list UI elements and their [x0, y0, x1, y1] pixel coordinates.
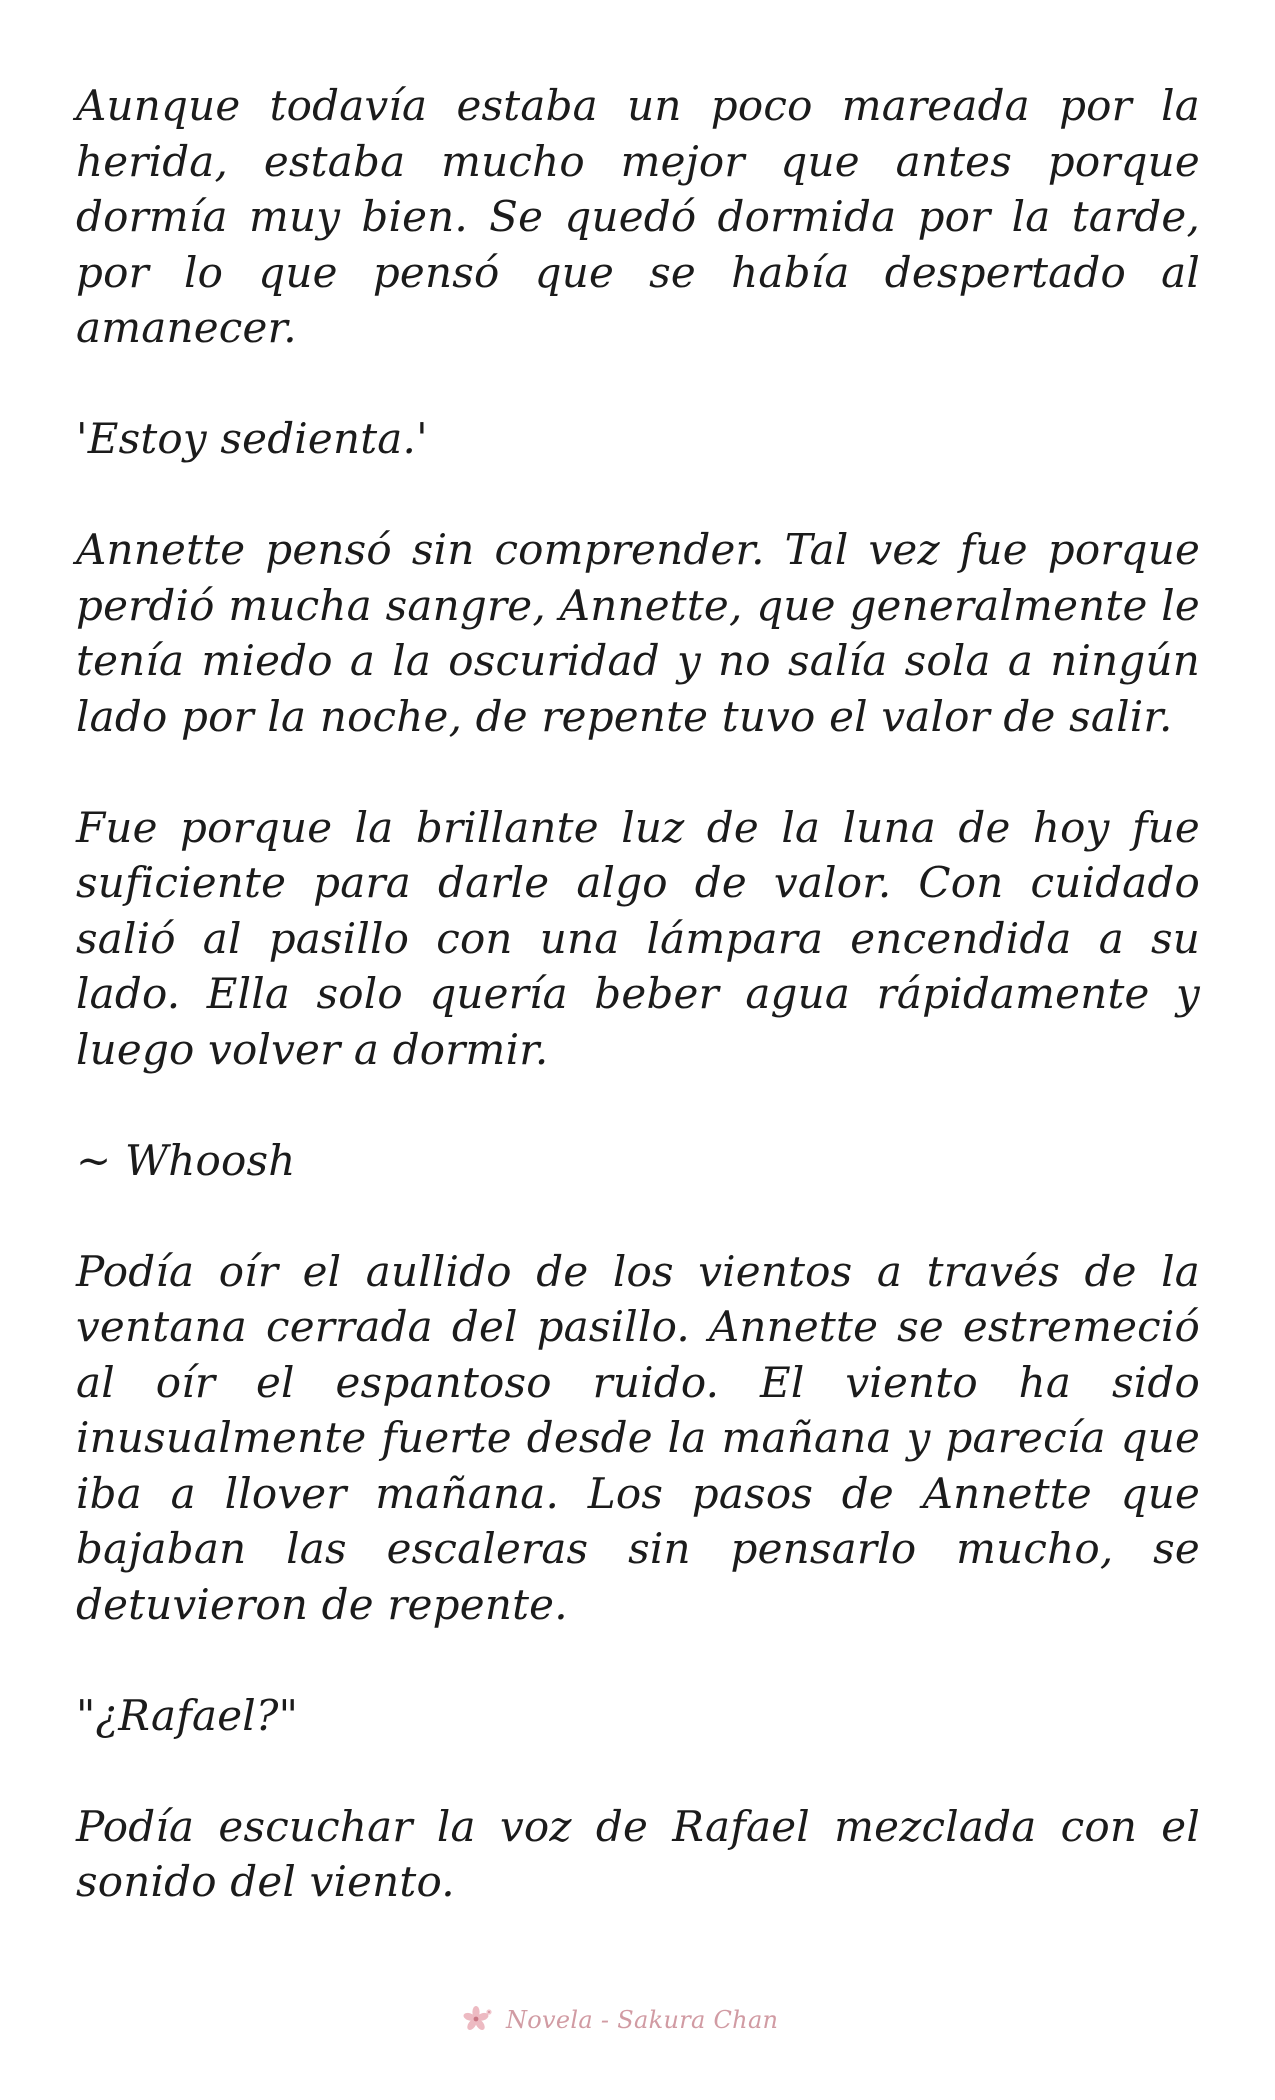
paragraph-3: Annette pensó sin comprender. Tal vez fue porque perdió mucha sangre, Annette, que generalmente le tenía miedo a la oscuridad y no salía sola a ningún lado por la noche, de repente tuvo el valor de salir.	[76, 525, 1200, 741]
watermark-text: Novela - Sakura Chan	[506, 2006, 779, 2034]
paragraph-8: Podía escuchar la voz de Rafael mezclada con el sonido del viento.	[76, 1801, 1200, 1906]
paragraph-2-thought: 'Estoy sedienta.'	[76, 414, 428, 463]
paragraph-4: Fue porque la brillante luz de la luna de hoy fue suficiente para darle algo de valor. Con cuidado salió al pasillo con una lámpara encendida a su lado. Ella solo quería beber agua rápidamente y luego volver a dormir.	[76, 802, 1200, 1074]
paragraph-1: Aunque todavía estaba un poco mareada por la herida, estaba mucho mejor que antes porque dormía muy bien. Se quedó dormida por la tarde, por lo que pensó que se había despertado al amanecer.	[76, 81, 1200, 352]
watermark	[462, 2000, 822, 2040]
sakura-flower-icon	[462, 2003, 496, 2037]
paragraph-5-sound: ~ Whoosh	[76, 1135, 296, 1185]
paragraph-7-dialogue: "¿Rafael?"	[76, 1690, 299, 1740]
story-text	[76, 78, 1200, 1910]
paragraph-6: Podía oír el aullido de los vientos a través de la ventana cerrada del pasillo. Annette se estremeció al oír el espantoso ruido. El viento ha sido inusualmente fuerte desde la mañana y parecía que iba a llover mañana. Los pasos de Annette que bajaban las escaleras sin pensarlo mucho, se detuvieron de repente.	[76, 1246, 1200, 1629]
